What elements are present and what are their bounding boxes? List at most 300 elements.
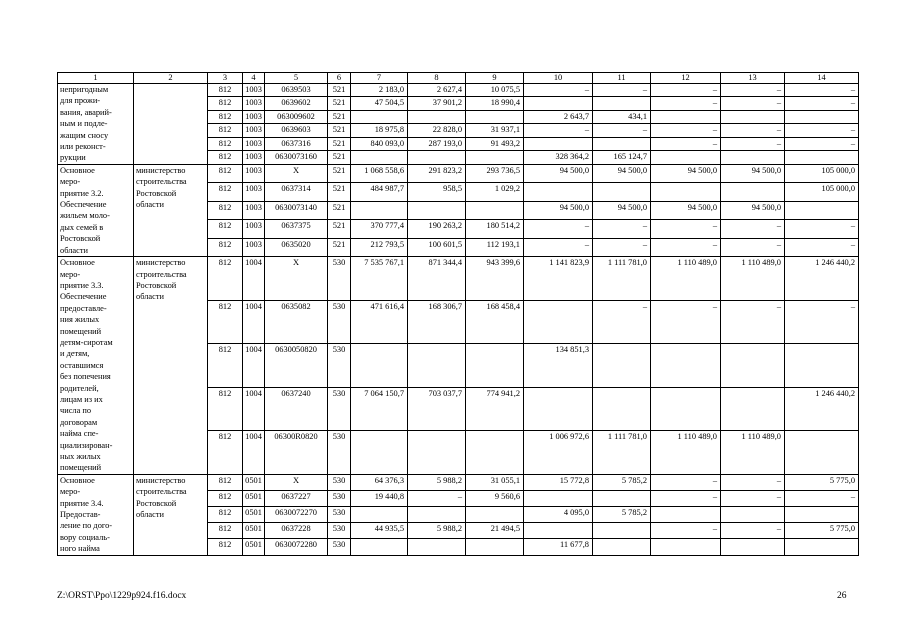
measure-name-line: предоставле- — [60, 303, 107, 313]
measure-name-line: ление по дого- — [60, 521, 113, 531]
table-cell — [408, 344, 466, 388]
table-cell: – — [651, 137, 721, 150]
executor-line: области — [136, 200, 164, 210]
table-cell: 37 901,2 — [408, 97, 466, 110]
table-cell: 1003 — [243, 201, 265, 219]
table-cell: – — [651, 238, 721, 257]
table-cell: 1 141 823,9 — [524, 257, 593, 301]
measure-name-line: лицам из их — [60, 394, 103, 404]
table-cell: 530 — [328, 490, 351, 506]
table-cell: 521 — [328, 137, 351, 150]
table-cell — [466, 151, 524, 165]
table-cell: 100 601,5 — [408, 238, 466, 257]
table-cell — [351, 431, 408, 475]
table-cell — [408, 201, 466, 219]
table-cell: 530 — [328, 257, 351, 301]
table-cell: 812 — [208, 164, 243, 182]
measure-name-line: меро- — [60, 177, 81, 187]
table-cell — [351, 344, 408, 388]
table-cell: 1 246 440,2 — [785, 387, 859, 431]
measure-name-line: ного найма — [60, 544, 100, 554]
table-cell: 94 500,0 — [524, 201, 593, 219]
table-cell: 530 — [328, 387, 351, 431]
table-cell: 530 — [328, 344, 351, 388]
measure-name-line: Предостав- — [60, 510, 101, 520]
table-cell: 1 006 972,6 — [524, 431, 593, 475]
table-cell: – — [524, 220, 593, 238]
table-cell: 0630050820 — [265, 344, 328, 388]
budget-table — [57, 72, 859, 556]
table-cell — [524, 137, 593, 150]
table-cell: – — [721, 523, 785, 539]
measure-name-line: вания, аварий- — [60, 107, 112, 117]
measure-name-line: приятие 3.4. — [60, 498, 104, 508]
measure-name-line: Ростовской — [60, 234, 101, 244]
table-cell: 812 — [208, 151, 243, 165]
measure-name-line: оставшимся — [60, 360, 104, 370]
table-cell: 812 — [208, 344, 243, 388]
table-cell — [593, 523, 651, 539]
table-cell: 94 500,0 — [593, 201, 651, 219]
table-cell: 2 627,4 — [408, 84, 466, 97]
table-cell: 112 193,1 — [466, 238, 524, 257]
table-cell: 328 364,2 — [524, 151, 593, 165]
table-cell — [785, 431, 859, 475]
table-cell: 1003 — [243, 151, 265, 165]
table-cell: 812 — [208, 110, 243, 123]
table-cell — [651, 183, 721, 201]
table-cell: 64 376,3 — [351, 474, 408, 490]
table-cell: 1004 — [243, 387, 265, 431]
table-cell: 521 — [328, 238, 351, 257]
table-cell: 190 263,2 — [408, 220, 466, 238]
table-cell: 1003 — [243, 164, 265, 182]
table-cell: 0637240 — [265, 387, 328, 431]
column-number-header: 7 — [351, 73, 408, 84]
table-cell: – — [785, 84, 859, 97]
table-cell: – — [721, 220, 785, 238]
table-cell: 22 828,0 — [408, 124, 466, 137]
table-cell: 212 793,5 — [351, 238, 408, 257]
table-cell: 530 — [328, 507, 351, 523]
table-cell — [651, 110, 721, 123]
table-cell: 0630072270 — [265, 507, 328, 523]
table-cell: 31 937,1 — [466, 124, 524, 137]
table-cell — [651, 539, 721, 555]
executor-line: Ростовской — [136, 498, 177, 508]
table-cell: 1 246 440,2 — [785, 257, 859, 301]
table-cell: 2 643,7 — [524, 110, 593, 123]
table-cell: – — [721, 238, 785, 257]
table-cell: 812 — [208, 431, 243, 475]
measure-name-line: или реконст- — [60, 142, 106, 152]
table-cell: 0637316 — [265, 137, 328, 150]
table-cell: 521 — [328, 151, 351, 165]
table-cell: 7 064 150,7 — [351, 387, 408, 431]
table-body — [58, 84, 859, 556]
measure-name-line: помещений — [60, 326, 102, 336]
table-cell: 1004 — [243, 431, 265, 475]
measure-name-line: ным и подле- — [60, 119, 108, 129]
measure-name-cell — [58, 474, 134, 555]
measure-name-line: Основное — [60, 258, 95, 268]
table-cell: – — [785, 137, 859, 150]
footer-file-path: Z:\ORST\Ppo\1229p924.f16.docx — [57, 591, 187, 601]
table-cell: – — [785, 124, 859, 137]
column-number-header: 9 — [466, 73, 524, 84]
table-row — [58, 164, 859, 182]
table-cell — [785, 201, 859, 219]
table-cell: 0501 — [243, 474, 265, 490]
table-cell: 180 514,2 — [466, 220, 524, 238]
table-cell: 44 935,5 — [351, 523, 408, 539]
table-cell — [651, 151, 721, 165]
table-cell — [408, 539, 466, 555]
table-cell: 1 110 489,0 — [721, 257, 785, 301]
table-cell: 1 068 558,6 — [351, 164, 408, 182]
table-cell: 0501 — [243, 507, 265, 523]
table-cell: 530 — [328, 431, 351, 475]
table-cell: 812 — [208, 220, 243, 238]
table-cell: 484 987,7 — [351, 183, 408, 201]
column-number-header: 6 — [328, 73, 351, 84]
table-cell: 0635020 — [265, 238, 328, 257]
table-cell: – — [721, 300, 785, 344]
table-cell: 530 — [328, 474, 351, 490]
table-cell — [466, 201, 524, 219]
table-cell: 0501 — [243, 539, 265, 555]
table-cell: 1003 — [243, 220, 265, 238]
table-cell: 94 500,0 — [593, 164, 651, 182]
table-cell — [466, 344, 524, 388]
table-cell — [351, 507, 408, 523]
table-row — [58, 84, 859, 97]
table-cell: – — [721, 490, 785, 506]
table-cell: 0501 — [243, 523, 265, 539]
table-cell: 812 — [208, 490, 243, 506]
table-cell: 703 037,7 — [408, 387, 466, 431]
measure-name-line: договорам — [60, 417, 98, 427]
table-cell — [351, 151, 408, 165]
table-cell: 9 560,6 — [466, 490, 524, 506]
table-cell: 0639603 — [265, 124, 328, 137]
table-cell: 471 616,4 — [351, 300, 408, 344]
table-cell: 812 — [208, 523, 243, 539]
measure-name-cell — [58, 84, 134, 165]
table-cell: – — [408, 490, 466, 506]
measure-name-cell — [58, 164, 134, 256]
measure-name-line: Обеспечение — [60, 292, 107, 302]
table-cell: – — [524, 124, 593, 137]
column-number-header: 10 — [524, 73, 593, 84]
measure-name-line: ния жилых — [60, 315, 100, 325]
table-cell — [785, 507, 859, 523]
table-cell: 812 — [208, 201, 243, 219]
measure-name-line: найма спе- — [60, 429, 99, 439]
table-cell — [721, 110, 785, 123]
table-cell: 530 — [328, 523, 351, 539]
table-cell: 812 — [208, 300, 243, 344]
table-cell — [785, 539, 859, 555]
table-cell: 293 736,5 — [466, 164, 524, 182]
table-cell: 774 941,2 — [466, 387, 524, 431]
column-number-header: 3 — [208, 73, 243, 84]
table-cell: 94 500,0 — [721, 201, 785, 219]
table-cell: 5 775,0 — [785, 523, 859, 539]
executor-line: строительства — [136, 269, 187, 279]
table-cell: – — [785, 97, 859, 110]
table-cell: 1003 — [243, 238, 265, 257]
column-number-header: 5 — [265, 73, 328, 84]
table-cell: – — [651, 220, 721, 238]
column-number-header: 11 — [593, 73, 651, 84]
table-cell: – — [785, 300, 859, 344]
table-cell — [524, 300, 593, 344]
table-cell: 370 777,4 — [351, 220, 408, 238]
table-cell: – — [651, 84, 721, 97]
table-cell: 7 535 767,1 — [351, 257, 408, 301]
executor-line: области — [136, 292, 164, 302]
table-cell — [721, 507, 785, 523]
table-cell — [651, 387, 721, 431]
table-cell: 0639503 — [265, 84, 328, 97]
table-cell: 1004 — [243, 300, 265, 344]
executor-cell — [134, 84, 208, 165]
table-cell: 0501 — [243, 490, 265, 506]
executor-cell — [134, 257, 208, 475]
table-cell: 521 — [328, 183, 351, 201]
table-cell: 1 110 489,0 — [651, 257, 721, 301]
executor-cell — [134, 164, 208, 256]
table-cell: – — [651, 490, 721, 506]
table-cell: 94 500,0 — [524, 164, 593, 182]
table-cell: 840 093,0 — [351, 137, 408, 150]
table-cell: 1004 — [243, 257, 265, 301]
table-cell: 0637314 — [265, 183, 328, 201]
table-cell: – — [651, 300, 721, 344]
table-cell: – — [651, 523, 721, 539]
table-cell: 10 075,5 — [466, 84, 524, 97]
table-cell: 5 785,2 — [593, 474, 651, 490]
measure-name-line: дых семей в — [60, 222, 104, 232]
table-cell: 812 — [208, 387, 243, 431]
table-row — [58, 474, 859, 490]
table-cell: 812 — [208, 474, 243, 490]
table-cell — [785, 110, 859, 123]
table-cell — [524, 523, 593, 539]
table-cell: 871 344,4 — [408, 257, 466, 301]
table-cell: 521 — [328, 124, 351, 137]
table-cell: 521 — [328, 97, 351, 110]
table-cell: 434,1 — [593, 110, 651, 123]
measure-name-line: без попечения — [60, 372, 111, 382]
measure-name-line: приятие 3.2. — [60, 188, 104, 198]
column-number-header: 8 — [408, 73, 466, 84]
table-cell: 1 110 489,0 — [651, 431, 721, 475]
table-cell: 94 500,0 — [721, 164, 785, 182]
measure-name-line: родителей, — [60, 383, 99, 393]
table-cell: 11 677,8 — [524, 539, 593, 555]
table-cell: – — [593, 84, 651, 97]
measure-name-line: числа по — [60, 406, 92, 416]
measure-name-line: жильем моло- — [60, 211, 110, 221]
executor-line: министерство — [136, 258, 186, 268]
table-cell: – — [651, 124, 721, 137]
page-number: 26 — [837, 591, 847, 601]
table-cell — [593, 387, 651, 431]
measure-name-line: меро- — [60, 269, 81, 279]
measure-name-line: Основное — [60, 475, 95, 485]
table-cell: 5 775,0 — [785, 474, 859, 490]
table-cell: – — [721, 97, 785, 110]
table-cell: 105 000,0 — [785, 183, 859, 201]
table-cell: 958,5 — [408, 183, 466, 201]
table-cell — [466, 110, 524, 123]
measure-name-cell — [58, 257, 134, 475]
table-cell: 0639602 — [265, 97, 328, 110]
table-cell — [466, 431, 524, 475]
table-cell — [721, 151, 785, 165]
executor-line: строительства — [136, 487, 187, 497]
table-cell — [408, 110, 466, 123]
column-number-header: 14 — [785, 73, 859, 84]
executor-line: строительства — [136, 177, 187, 187]
table-cell: 168 306,7 — [408, 300, 466, 344]
table-cell: 530 — [328, 300, 351, 344]
table-cell — [593, 137, 651, 150]
table-cell: 521 — [328, 201, 351, 219]
table-cell: 521 — [328, 164, 351, 182]
table-cell: 812 — [208, 97, 243, 110]
measure-name-line: и детям, — [60, 349, 90, 359]
measure-name-line: меро- — [60, 487, 81, 497]
measure-name-line: непригодным — [60, 85, 109, 94]
table-cell: – — [785, 238, 859, 257]
table-cell: 5 988,2 — [408, 523, 466, 539]
table-cell: 812 — [208, 238, 243, 257]
column-number-header: 12 — [651, 73, 721, 84]
table-cell: – — [785, 490, 859, 506]
table-cell: – — [593, 238, 651, 257]
table-row — [58, 257, 859, 301]
table-cell: 291 823,2 — [408, 164, 466, 182]
table-cell: 1004 — [243, 344, 265, 388]
table-cell: 1003 — [243, 84, 265, 97]
measure-name-line: Основное — [60, 165, 95, 175]
measure-name-line: детям-сиротам — [60, 337, 113, 347]
table-cell: – — [721, 84, 785, 97]
table-cell: – — [593, 300, 651, 344]
measure-name-line: для прожи- — [60, 96, 101, 106]
table-cell — [593, 183, 651, 201]
table-cell: 21 494,5 — [466, 523, 524, 539]
executor-line: министерство — [136, 475, 186, 485]
table-cell: – — [524, 84, 593, 97]
table-cell: 168 458,4 — [466, 300, 524, 344]
table-cell — [593, 97, 651, 110]
table-cell — [466, 539, 524, 555]
table-cell — [721, 183, 785, 201]
table-cell: 812 — [208, 124, 243, 137]
table-cell — [651, 507, 721, 523]
table-cell: – — [721, 474, 785, 490]
table-cell — [408, 151, 466, 165]
table-cell: 1003 — [243, 110, 265, 123]
table-cell: – — [593, 124, 651, 137]
table-cell — [593, 539, 651, 555]
measure-name-line: циализирован- — [60, 440, 113, 450]
table-cell: 812 — [208, 507, 243, 523]
table-cell — [721, 539, 785, 555]
table-cell — [785, 151, 859, 165]
table-cell — [721, 344, 785, 388]
table-cell: 5 785,2 — [593, 507, 651, 523]
table-cell: 91 493,2 — [466, 137, 524, 150]
table-cell: 105 000,0 — [785, 164, 859, 182]
table-cell: 1003 — [243, 137, 265, 150]
table-cell — [785, 344, 859, 388]
table-cell: 812 — [208, 137, 243, 150]
table-cell: 134 851,3 — [524, 344, 593, 388]
executor-cell — [134, 474, 208, 555]
table-cell: 521 — [328, 84, 351, 97]
table-cell: – — [593, 220, 651, 238]
table-cell: 1003 — [243, 183, 265, 201]
measure-name-line: приятие 3.3. — [60, 280, 104, 290]
table-cell: Х — [265, 257, 328, 301]
table-cell: 1003 — [243, 124, 265, 137]
table-cell: 521 — [328, 220, 351, 238]
measure-name-line: жащим сносу — [60, 130, 109, 140]
table-cell: 1 111 781,0 — [593, 431, 651, 475]
table-cell: Х — [265, 474, 328, 490]
table-cell: 31 055,1 — [466, 474, 524, 490]
column-number-header: 13 — [721, 73, 785, 84]
table-cell: 0637228 — [265, 523, 328, 539]
table-cell: 943 399,6 — [466, 257, 524, 301]
table-cell — [408, 431, 466, 475]
table-cell: 0637227 — [265, 490, 328, 506]
column-number-row — [58, 73, 859, 84]
table-cell: 94 500,0 — [651, 164, 721, 182]
table-cell: 063009602 — [265, 110, 328, 123]
table-cell: 1 029,2 — [466, 183, 524, 201]
table-cell: 812 — [208, 539, 243, 555]
table-cell: 18 975,8 — [351, 124, 408, 137]
table-cell: – — [721, 137, 785, 150]
table-cell — [651, 344, 721, 388]
table-cell: 0635082 — [265, 300, 328, 344]
table-cell: 5 988,2 — [408, 474, 466, 490]
table-cell: 1 111 781,0 — [593, 257, 651, 301]
table-cell — [408, 507, 466, 523]
table-cell: 812 — [208, 183, 243, 201]
column-number-header: 1 — [58, 73, 134, 84]
table-cell — [721, 387, 785, 431]
table-cell: 0630073160 — [265, 151, 328, 165]
table-cell: 1 110 489,0 — [721, 431, 785, 475]
measure-name-line: Обеспечение — [60, 200, 107, 210]
table-cell: 4 095,0 — [524, 507, 593, 523]
table-cell: 15 772,8 — [524, 474, 593, 490]
table-cell: 0637375 — [265, 220, 328, 238]
table-cell: – — [721, 124, 785, 137]
table-cell: – — [651, 474, 721, 490]
table-cell: – — [524, 238, 593, 257]
table-cell: 0630072280 — [265, 539, 328, 555]
table-cell — [524, 387, 593, 431]
measure-name-line: ных жилых — [60, 452, 101, 461]
